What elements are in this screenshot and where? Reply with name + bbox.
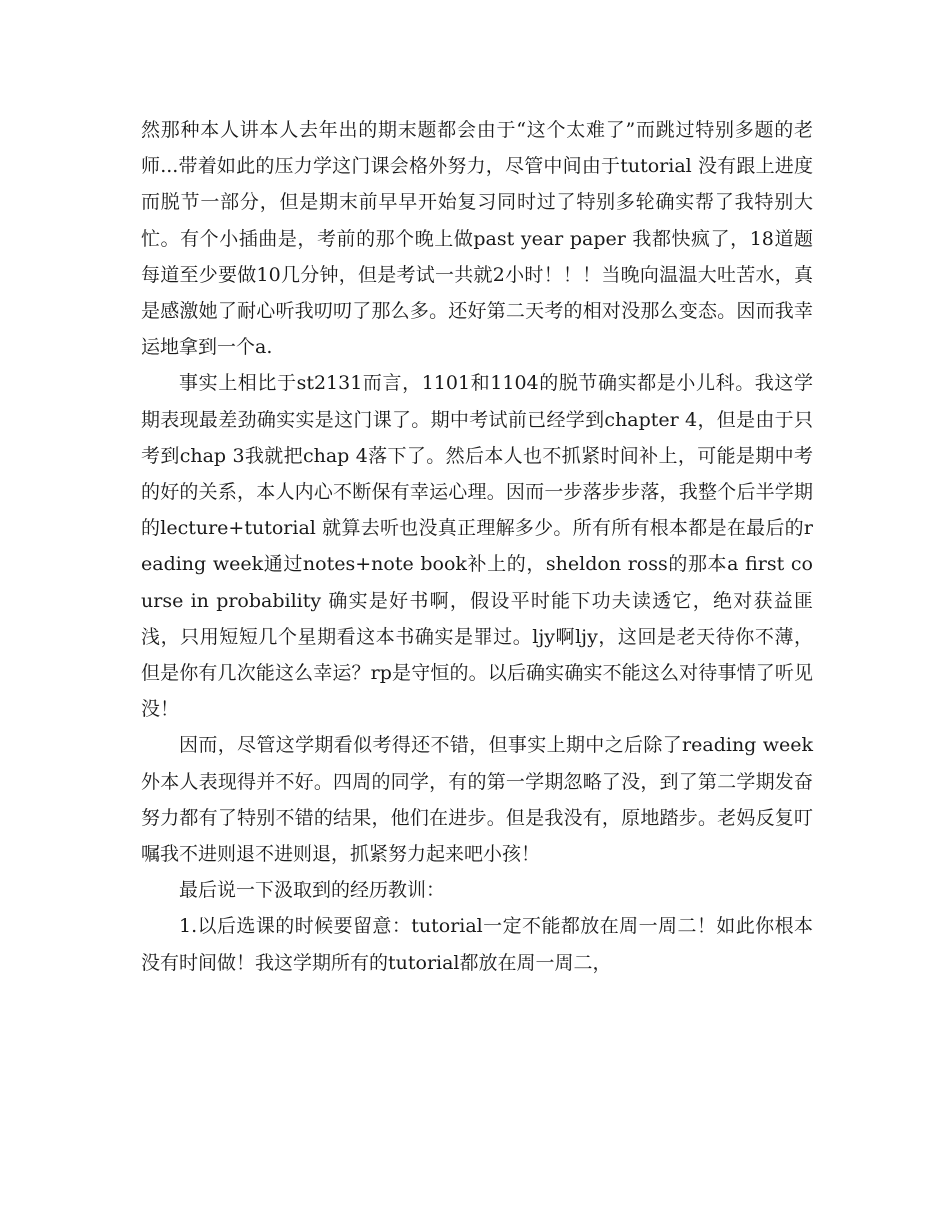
paragraph-1: 然那种本人讲本人去年出的期末题都会由于“这个太难了”而跳过特别多题的老师...带着如此的压力学这门课会格外努力，尽管中间由于tutorial 没有跟上进度而脱节一部分，但是期末前早早开始复习同时过了特别多轮确实帮了我特别大忙。有个小插曲是，考前的那个晚上做past year paper 我都快疯了，18道题每道至少要做10几分钟，但是考试一共就2小时！！！当晚向温温大吐苦水，真是感激她了耐心听我叨叨了那么多。还好第二天考的相对没那么变态。因而我幸运地拿到一个a. bbox=[141, 119, 813, 359]
paragraph-3: 因而，尽管这学期看似考得还不错，但事实上期中之后除了reading week 外本人表现得并不好。四周的同学，有的第一学期忽略了没，到了第二学期发奋努力都有了特别不错的结果，他们在进步。但是我没有，原地踏步。老妈反复叮嘱我不进则退不进则退，抓紧努力起来吧小孩！ bbox=[141, 734, 813, 866]
paragraph-5: 1.以后选课的时候要留意：tutorial一定不能都放在周一周二！如此你根本没有时间做！我这学期所有的tutorial都放在周一周二， bbox=[141, 915, 813, 974]
paragraph-2: 事实上相比于st2131而言，1101和1104的脱节确实都是小儿科。我这学期表现最差劲确实实是这门课了。期中考试前已经学到chapter 4，但是由于只考到chap 3我就把chap 4落下了。然后本人也不抓紧时间补上，可能是期中考的好的关系，本人内心不断保有幸运心理。因而一步落步步落，我整个后半学期的lecture+tutorial 就算去听也没真正理解多少。所有所有根本都是在最后的reading week通过notes+note book补上的，sheldon ross的那本a first course in probability 确实是好书啊，假设平时能下功夫读透它，绝对获益匪浅，只用短短几个星期看这本书确实是罪过。ljy啊ljy，这回是老天待你不薄，但是你有几次能这么幸运？rp是守恒的。以后确实确实不能这么对待事情了听见没！ bbox=[141, 372, 813, 721]
document-body bbox=[141, 112, 813, 981]
paragraph-4: 最后说一下汲取到的经历教训： bbox=[179, 879, 446, 902]
